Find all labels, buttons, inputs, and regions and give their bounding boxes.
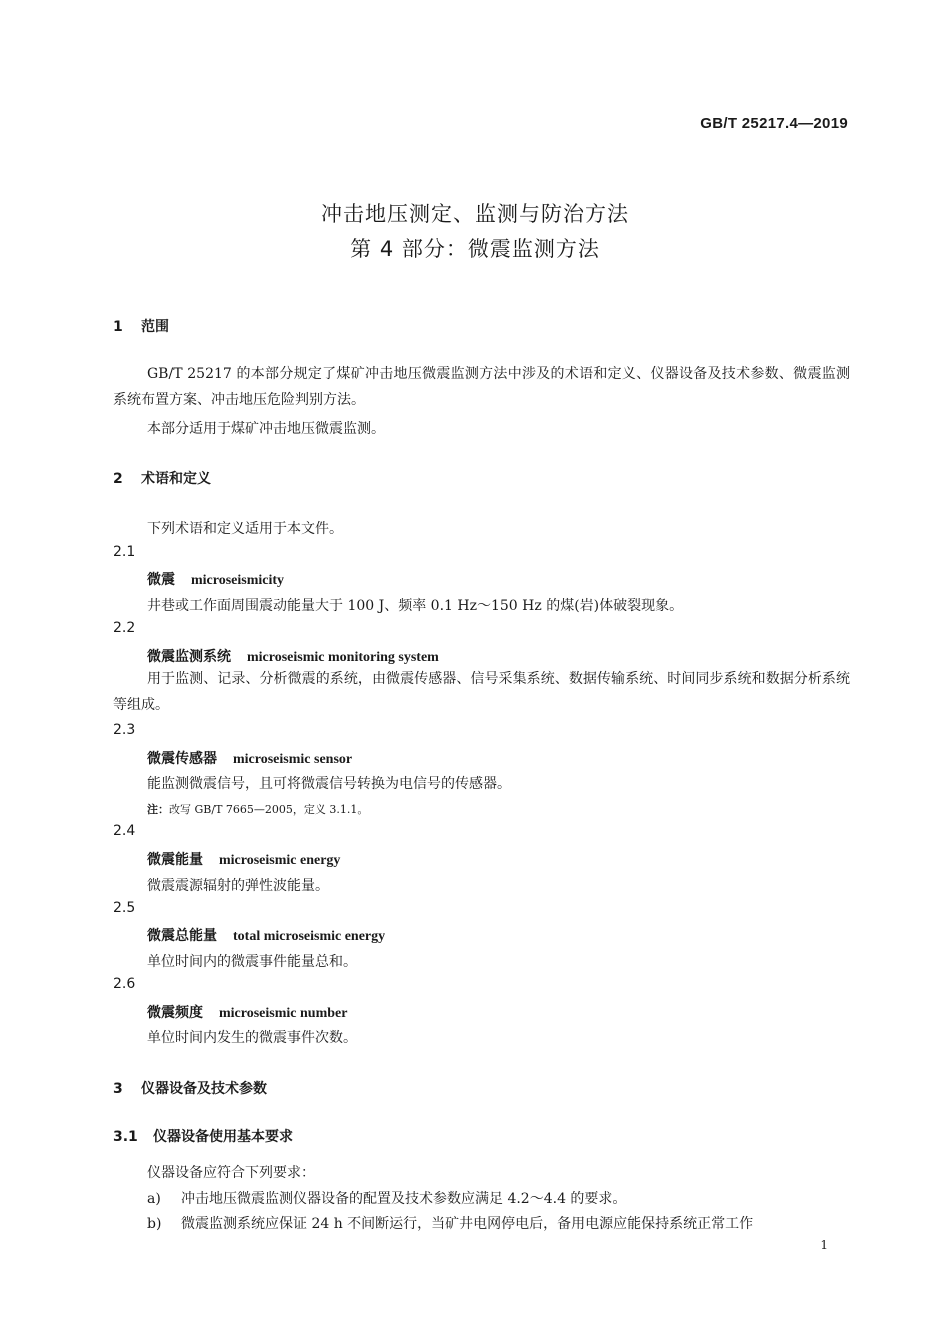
term-heading [147, 925, 385, 945]
list-text: 冲击地压微震监测仪器设备的配置及技术参数应满足 4.2～4.4 的要求。 [181, 1191, 627, 1207]
page-number: 1 [820, 1238, 828, 1252]
term-number: 2.2 [113, 620, 136, 636]
term-chinese: 微震传感器 [147, 751, 217, 767]
term-heading [147, 849, 340, 869]
term-definition: 井巷或工作面周围震动能量大于 100 J、频率 0.1 Hz～150 Hz 的煤(岩)体破裂现象。 [147, 598, 684, 614]
term-chinese: 微震能量 [147, 852, 203, 868]
term-english: microseismic sensor [233, 752, 353, 767]
term-definition: 能监测微震信号，且可将微震信号转换为电信号的传感器。 [147, 776, 511, 792]
section-title: 仪器设备及技术参数 [141, 1081, 267, 1097]
section-number: 3 [113, 1081, 123, 1097]
section-1-heading [113, 316, 169, 336]
note-text: 改写 GB/T 7665—2005，定义 3.1.1。 [169, 803, 369, 816]
section-1-paragraph-1: GB/T 25217 的本部分规定了煤矿冲击地压微震监测方法中涉及的术语和定义、仪器设备及技术参数、微震监测系统布置方案、冲击地压危险判别方法。 [113, 366, 850, 408]
term-note [147, 801, 368, 817]
term-number: 2.1 [113, 544, 136, 560]
subsection-number: 3.1 [113, 1129, 138, 1145]
term-definition: 用于监测、记录、分析微震的系统，由微震传感器、信号采集系统、数据传输系统、时间同步系统和数据分析系统等组成。 [113, 671, 850, 713]
term-chinese: 微震频度 [147, 1005, 203, 1021]
term-english: microseismic monitoring system [247, 650, 439, 665]
section-number: 1 [113, 319, 123, 335]
term-definition: 微震震源辐射的弹性波能量。 [147, 878, 329, 894]
title-line-1: 冲击地压测定、监测与防治方法 [321, 202, 629, 226]
term-number: 2.3 [113, 722, 136, 738]
title-line-2: 第 4 部分：微震监测方法 [350, 237, 600, 261]
list-text: 微震监测系统应保证 24 h 不间断运行，当矿井电网停电后，备用电源应能保持系统正常工作 [181, 1216, 754, 1232]
term-english: microseismicity [191, 573, 285, 588]
section-2-intro: 下列术语和定义适用于本文件。 [147, 521, 343, 537]
list-item [147, 1188, 626, 1208]
term-chinese: 微震 [147, 572, 175, 588]
term-chinese: 微震总能量 [147, 928, 217, 944]
term-definition: 单位时间内的微震事件能量总和。 [147, 954, 357, 970]
term-chinese: 微震监测系统 [147, 649, 231, 665]
list-marker: b) [147, 1216, 162, 1232]
note-label: 注： [147, 803, 169, 816]
list-item [147, 1213, 753, 1233]
term-number: 2.4 [113, 823, 136, 839]
term-heading [147, 748, 352, 768]
term-number: 2.5 [113, 900, 136, 916]
section-2-heading [113, 468, 211, 488]
section-title: 术语和定义 [141, 471, 211, 487]
subsection-3-1-heading [113, 1126, 293, 1146]
subsection-intro: 仪器设备应符合下列要求： [147, 1165, 315, 1181]
term-heading [147, 1002, 347, 1022]
list-marker: a) [147, 1191, 161, 1207]
term-english: microseismic number [219, 1006, 348, 1021]
section-1-paragraph-2: 本部分适用于煤矿冲击地压微震监测。 [147, 421, 385, 437]
section-title: 范围 [141, 319, 169, 335]
document-number: GB/T 25217.4—2019 [700, 115, 848, 132]
term-english: total microseismic energy [233, 929, 386, 944]
section-3-heading [113, 1078, 267, 1098]
subsection-title: 仪器设备使用基本要求 [153, 1129, 293, 1145]
section-number: 2 [113, 471, 123, 487]
term-number: 2.6 [113, 976, 136, 992]
term-english: microseismic energy [219, 853, 341, 868]
term-heading [147, 646, 439, 666]
term-definition: 单位时间内发生的微震事件次数。 [147, 1030, 357, 1046]
term-heading [147, 569, 284, 589]
